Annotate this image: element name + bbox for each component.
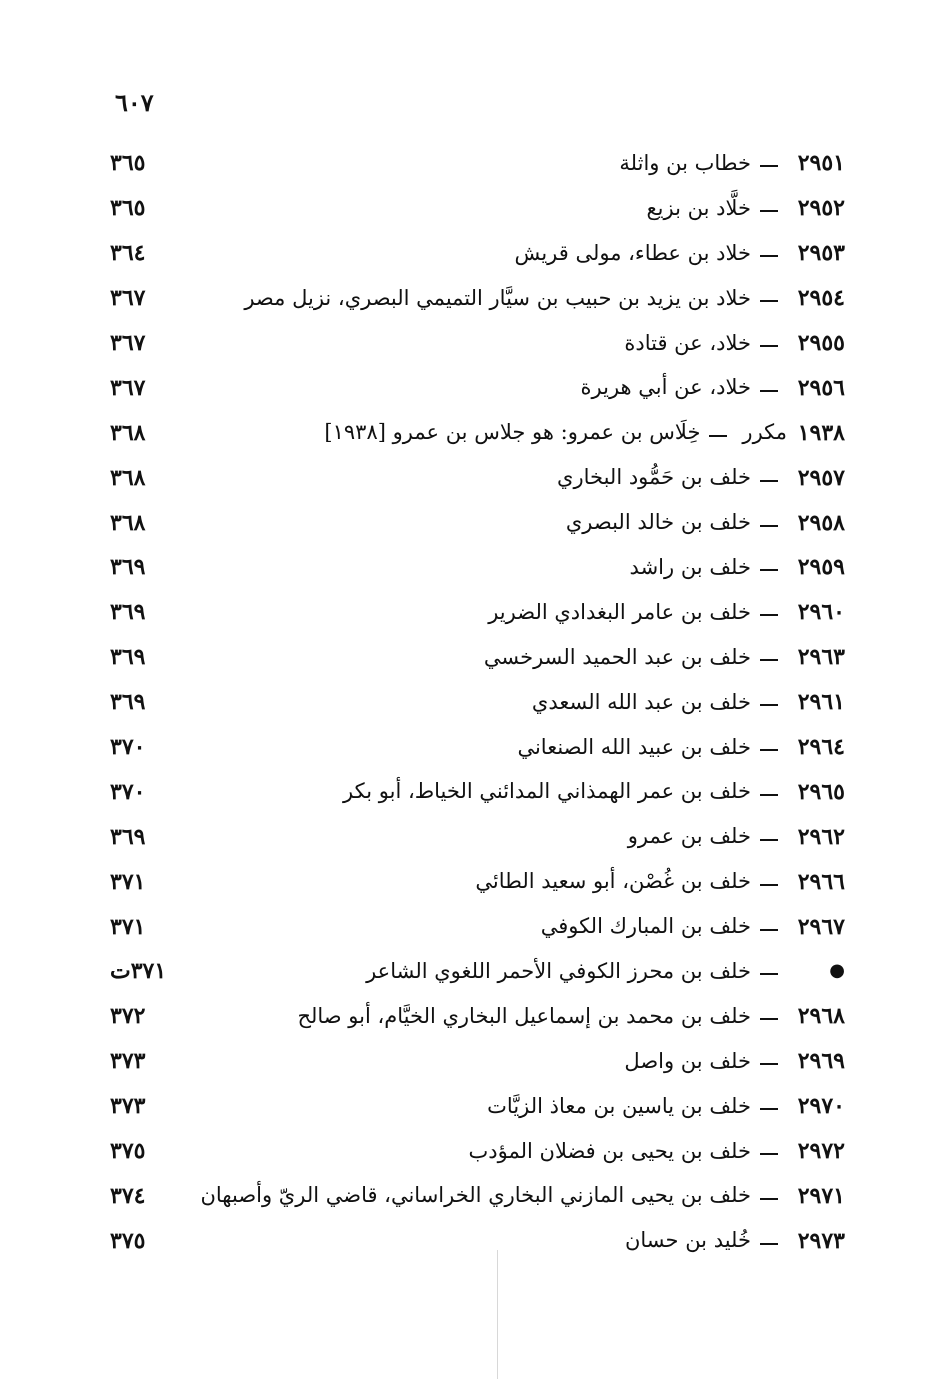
entry-name: خلف بن عامر البغدادي الضرير [488, 599, 751, 624]
dash-separator [760, 1063, 778, 1065]
index-entry [646, 195, 846, 222]
entry-number: ٢٩٥٧ [797, 464, 845, 491]
entry-number: ٢٩٦٠ [797, 599, 845, 626]
entry-page-ref: ٣٧٣ [110, 1048, 146, 1075]
entry-name: خلاد بن يزيد بن حبيب بن سيَّار التميمي البصري، نزيل مصر [244, 285, 751, 310]
entry-page-ref: ٣٦٧ [110, 285, 146, 312]
dash-separator [760, 569, 778, 571]
dash-separator [760, 614, 778, 616]
index-entry [629, 554, 845, 581]
index-entry [324, 419, 845, 446]
entry-number: ٢٩٦٨ [797, 1003, 845, 1030]
entry-number: ٢٩٦١ [797, 689, 845, 716]
entry-number: ٢٩٦٥ [797, 778, 845, 805]
entry-page-ref: ٣٧١ [110, 868, 146, 895]
dash-separator [760, 929, 778, 931]
entry-page-ref: ٣٧٠ [110, 778, 146, 805]
index-entry [619, 150, 845, 177]
entry-name: خلف بن محمد بن إسماعيل البخاري الخيَّام، أبو صالح [297, 1003, 751, 1028]
entry-name: خلف بن حَمُّود البخاري [557, 465, 751, 490]
entry-page-ref: ٣٧١ت [110, 958, 167, 985]
index-row [110, 455, 845, 500]
index-row [110, 1129, 845, 1174]
dash-separator [760, 210, 778, 212]
repeat-label: مكرر [742, 420, 787, 445]
index-row [110, 725, 845, 770]
entry-number: ٢٩٥١ [797, 150, 845, 177]
entry-number: ٢٩٦٦ [797, 868, 845, 895]
entry-name: خُليد بن حسان [624, 1228, 751, 1253]
index-row [110, 1218, 845, 1263]
entry-number: ٢٩٥٨ [797, 509, 845, 536]
dash-separator [760, 345, 778, 347]
entry-number: ٢٩٦٧ [797, 913, 845, 940]
index-row [110, 635, 845, 680]
index-row [110, 859, 845, 904]
entry-number: ٢٩٥٤ [797, 285, 845, 312]
index-row [110, 186, 845, 231]
dash-separator [760, 749, 778, 751]
entry-number: ٢٩٥٩ [797, 554, 845, 581]
index-row [110, 1039, 845, 1084]
index-entry [580, 374, 845, 401]
entry-name: خلاد بن عطاء، مولى قريش [514, 240, 751, 265]
entry-name: خلف بن خالد البصري [565, 510, 751, 535]
index-entry [565, 509, 845, 536]
entry-name: خلف بن عبيد الله الصنعاني [517, 734, 751, 759]
dash-separator [760, 794, 778, 796]
index-entry [468, 1138, 846, 1165]
entry-page-ref: ٣٦٧ [110, 330, 146, 356]
entry-name: خلاد، عن قتادة [624, 330, 751, 355]
index-row [110, 590, 845, 635]
entry-page-ref: ٣٦٩ [110, 823, 146, 850]
dash-separator [760, 1153, 778, 1155]
entry-page-ref: ٣٦٥ [110, 150, 146, 177]
dash-separator [760, 1198, 778, 1200]
entry-name: خلف بن غُصْن، أبو سعيد الطائي [475, 869, 751, 894]
index-row [110, 680, 845, 725]
entry-page-ref: ٣٦٩ [110, 689, 146, 716]
dash-separator [760, 165, 778, 167]
page-gutter-line [497, 1250, 498, 1379]
entry-name: خلف بن عبد الله السعدي [531, 689, 751, 714]
index-row [110, 141, 845, 186]
index-row [110, 1084, 845, 1129]
index-row [110, 1173, 845, 1218]
entry-page-ref: ٣٧٣ [110, 1093, 146, 1120]
entry-name: خلف بن محرز الكوفي الأحمر اللغوي الشاعر [366, 958, 751, 983]
entry-number: ١٩٣٨ [797, 419, 845, 446]
index-entry [343, 778, 845, 805]
entry-page-ref: ٣٦٩ [110, 554, 146, 581]
index-entry [483, 644, 845, 671]
entry-name: خلف بن عبد الحميد السرخسي [483, 644, 751, 669]
index-entry [297, 1003, 845, 1030]
entry-page-ref: ٣٦٩ [110, 599, 146, 626]
index-row [110, 769, 845, 814]
entry-number: ٢٩٦٢ [797, 823, 845, 850]
page-number: ٦٠٧ [115, 88, 154, 117]
entry-name: خلاد، عن أبي هريرة [580, 375, 751, 400]
index-entry [366, 958, 845, 983]
entry-page-ref: ٣٦٥ [110, 195, 146, 222]
index-entry [475, 868, 845, 895]
dash-separator [760, 973, 778, 975]
index-entry [557, 464, 845, 491]
dash-separator [709, 435, 727, 437]
entry-number: ٢٩٧٠ [797, 1093, 845, 1120]
entry-name: خلف بن عمرو [627, 824, 751, 849]
entry-name: خلف بن واصل [624, 1048, 751, 1073]
dash-separator [760, 255, 778, 257]
entry-page-ref: ٣٦٨ [110, 509, 146, 536]
dash-separator [760, 390, 778, 392]
entry-name: خلف بن يحيى بن فضلان المؤدب [468, 1138, 751, 1163]
entry-name: خلف بن راشد [629, 554, 751, 579]
dash-separator [760, 839, 778, 841]
index-row [110, 814, 845, 859]
index-entry [517, 734, 845, 761]
entry-name: خلف بن ياسين بن معاذ الزيَّات [487, 1093, 751, 1118]
index-row [110, 365, 845, 410]
index-row [110, 321, 845, 366]
entry-name: خلف بن المبارك الكوفي [540, 914, 751, 939]
dash-separator [760, 884, 778, 886]
index-list [110, 141, 845, 1263]
dash-separator [760, 525, 778, 527]
index-entry [514, 240, 845, 267]
dash-separator [760, 659, 778, 661]
entry-page-ref: ٣٦٩ [110, 644, 146, 671]
index-entry [200, 1182, 845, 1209]
index-entry [488, 599, 845, 626]
dash-separator [760, 480, 778, 482]
index-entry [540, 913, 845, 940]
entry-name: خطاب بن واثلة [619, 150, 751, 175]
entry-number: ٢٩٦٩ [797, 1048, 845, 1075]
entry-number: ٢٩٦٤ [797, 734, 845, 761]
dash-separator [760, 1243, 778, 1245]
index-row [110, 500, 845, 545]
entry-page-ref: ٣٦٨ [110, 419, 146, 446]
index-entry [487, 1093, 845, 1120]
index-entry [244, 285, 845, 312]
entry-number: ٢٩٥٢ [797, 195, 845, 222]
entry-page-ref: ٣٧٥ [110, 1138, 146, 1165]
dash-separator [760, 1108, 778, 1110]
entry-number: ٢٩٥٣ [797, 240, 845, 267]
index-row [110, 949, 845, 994]
bullet-marker: ● [829, 960, 845, 982]
entry-page-ref: ٣٧٤ [110, 1182, 146, 1209]
entry-page-ref: ٣٧٢ [110, 1003, 146, 1030]
entry-number: ٢٩٧٢ [797, 1138, 845, 1165]
index-row [110, 276, 845, 321]
index-row [110, 904, 845, 949]
entry-number: ٢٩٥٦ [797, 374, 845, 401]
entry-name: خلف بن عمر الهمذاني المدائني الخياط، أبو بكر [343, 779, 751, 804]
entry-page-ref: ٣٦٤ [110, 240, 146, 267]
dash-separator [760, 704, 778, 706]
entry-page-ref: ٣٧٥ [110, 1227, 146, 1254]
entry-number: ٢٩٦٣ [797, 644, 845, 671]
entry-name: خلف بن يحيى المازني البخاري الخراساني، قاضي الريّ وأصبهان [200, 1183, 751, 1208]
index-row [110, 231, 845, 276]
index-row [110, 410, 845, 455]
entry-page-ref: ٣٧٠ [110, 734, 146, 761]
index-entry [531, 689, 845, 716]
dash-separator [760, 300, 778, 302]
entry-name: خِلَاس بن عمرو: هو جلاس بن عمرو [١٩٣٨] [324, 420, 701, 445]
dash-separator [760, 1018, 778, 1020]
index-row [110, 545, 845, 590]
entry-page-ref: ٣٦٧ [110, 374, 146, 401]
entry-number: ٢٩٥٥ [797, 330, 845, 356]
entry-name: خلَّاد بن بزيع [646, 195, 751, 220]
index-row [110, 994, 845, 1039]
index-entry [624, 1227, 845, 1254]
entry-number: ٢٩٧١ [797, 1182, 845, 1209]
index-entry [624, 1048, 845, 1075]
index-entry [627, 823, 845, 850]
entry-page-ref: ٣٧١ [110, 913, 146, 940]
index-entry [624, 332, 845, 354]
entry-number: ٢٩٧٣ [797, 1227, 845, 1254]
entry-page-ref: ٣٦٨ [110, 464, 146, 491]
